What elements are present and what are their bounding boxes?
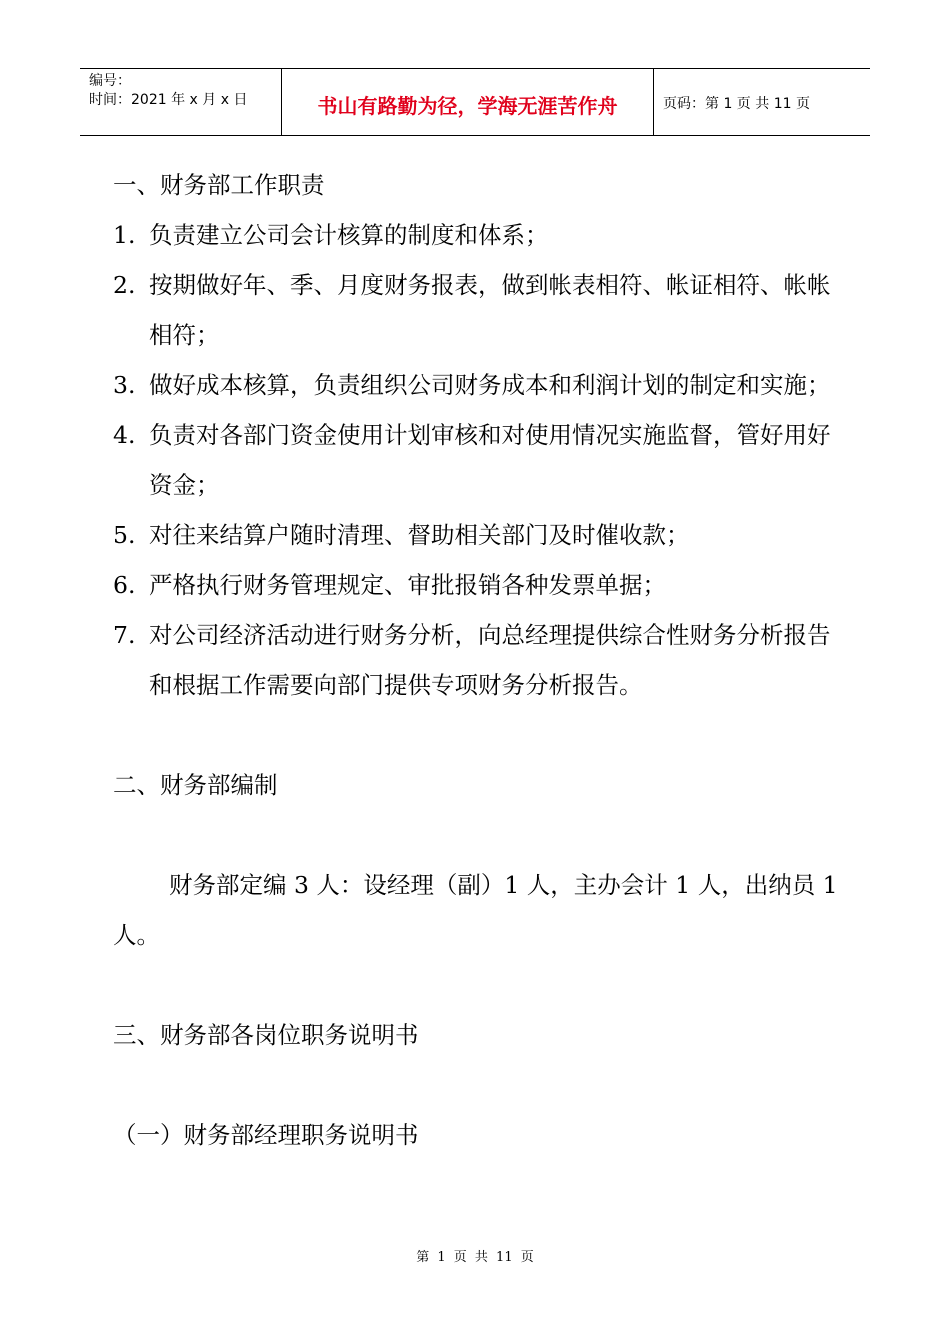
spacer xyxy=(113,710,843,760)
header-meta-cell xyxy=(80,69,282,135)
spacer xyxy=(113,810,843,860)
list-item-text: 按期做好年、季、月度财务报表，做到帐表相符、帐证相符、帐帐相符； xyxy=(149,271,831,349)
list-item-text: 对往来结算户随时清理、督助相关部门及时催收款； xyxy=(149,521,690,549)
staffing-paragraph: 财务部定编 3 人：设经理（副）1 人，主办会计 1 人，出纳员 1 人。 xyxy=(113,871,838,949)
subsection-title-manager: （一）财务部经理职务说明书 xyxy=(113,1121,419,1149)
list-item-text: 负责对各部门资金使用计划审核和对使用情况实施监督，管好用好资金； xyxy=(149,421,831,499)
list-item-number: 4. xyxy=(113,421,136,449)
list-item xyxy=(113,610,843,710)
document-number-label: 编号： xyxy=(89,73,131,89)
list-item-text: 严格执行财务管理规定、审批报销各种发票单据； xyxy=(149,571,666,599)
list-item xyxy=(113,510,843,560)
page-footer: 第 1 页 共 11 页 xyxy=(416,1250,534,1265)
section-title-job-descriptions: 三、财务部各岗位职务说明书 xyxy=(113,1021,419,1049)
list-item-number: 2. xyxy=(113,271,136,299)
list-item-text: 对公司经济活动进行财务分析，向总经理提供综合性财务分析报告和根据工作需要向部门提供专项财务分析报告。 xyxy=(149,621,831,699)
list-item xyxy=(113,260,843,360)
header-page-number: 页码：第 1 页 共 11 页 xyxy=(663,96,810,112)
document-time-label: 时间：2021 年 x 月 x 日 xyxy=(89,92,248,108)
page-header xyxy=(80,68,870,136)
list-item-number: 7. xyxy=(113,621,136,649)
list-item-text: 做好成本核算，负责组织公司财务成本和利润计划的制定和实施； xyxy=(149,371,831,399)
list-item-number: 6. xyxy=(113,571,136,599)
section-title-duties: 一、财务部工作职责 xyxy=(113,171,325,199)
list-item-number: 3. xyxy=(113,371,136,399)
list-item xyxy=(113,210,843,260)
list-item xyxy=(113,560,843,610)
list-item-number: 1. xyxy=(113,221,136,249)
list-item xyxy=(113,410,843,510)
spacer xyxy=(113,960,843,1010)
list-item-text: 负责建立公司会计核算的制度和体系； xyxy=(149,221,549,249)
list-item xyxy=(113,360,843,410)
spacer xyxy=(113,1060,843,1110)
list-item-number: 5. xyxy=(113,521,136,549)
document-body xyxy=(113,160,843,1160)
section-title-staffing: 二、财务部编制 xyxy=(113,771,278,799)
header-motto: 书山有路勤为径，学海无涯苦作舟 xyxy=(282,69,654,135)
